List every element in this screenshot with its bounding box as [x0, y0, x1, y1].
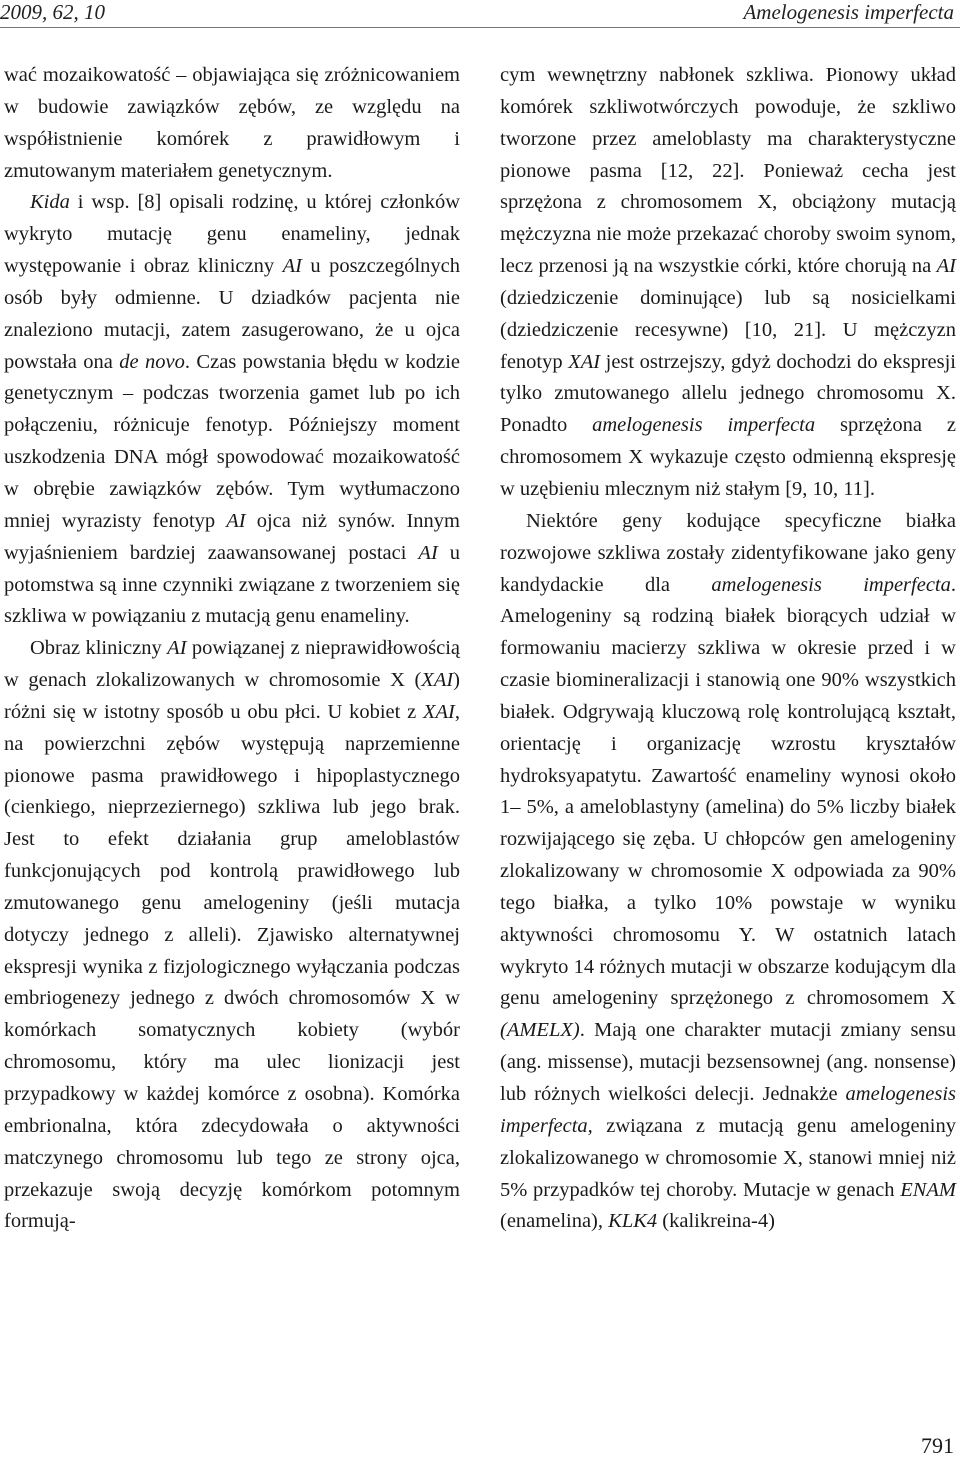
paragraph: wać mozaikowatość – objawiająca się zróżnicowaniem w budowie zawiązków zębów, ze względu na współistnienie komórek z prawidłowym i zmutowanym materiałem genetycznym. — [4, 64, 460, 182]
right-column — [500, 60, 956, 1238]
paragraph: Obraz kliniczny AI powiązanej z nieprawidłowością w genach zlokalizowanych w chromosomie X (XAI) różni się w istotny sposób u obu płci. U kobiet z XAI, na powierzchni zębów występują naprzemienne pionowe pasma prawidłowego i hipoplastycznego (cienkiego, nieprzeziernego) szkliwa lub jego brak. Jest to efekt działania grup ameloblastów funkcjonujących pod kontrolą prawidłowego lub zmutowanego genu amelogeniny (jeśli mutacja dotyczy jednego z alleli). Zjawisko alternatywnej ekspresji wynika z fizjologicznego wyłączania podczas embriogenezy jednego z dwóch chromosomów X w komórkach somatycznych kobiety (wybór chromosomu, który ma ulec lionizacji jest przypadkowy w każdej komórce z osobna). Komórka embrionalna, która zdecydowała o aktywności matczynego chromosomu lub tego ze strony ojca, przekazuje swoją decyzję komórkom potomnym formują- — [4, 637, 461, 1233]
left-column — [4, 60, 460, 1238]
running-title: Amelogenesis imperfecta — [743, 0, 954, 24]
journal-citation: 2009, 62, 10 — [0, 0, 105, 24]
paragraph: Kida i wsp. [8] opisali rodzinę, u której członków wykryto mutację genu enameliny, jednak występowanie i obraz kliniczny AI u poszczególnych osób były odmienne. U dziadków pacjenta nie znaleziono mutacji, zatem zasugerowano, że u ojca powstała ona de novo. Czas powstania błędu w kodzie genetycznym – podczas tworzenia gamet lub po ich połączeniu, różnicuje fenotyp. Późniejszy moment uszkodzenia DNA mógł spowodować mozaikowatość w obrębie zawiązków zębów. Tym wytłumaczono mniej wyrazisty fenotyp AI ojca niż synów. Innym wyjaśnieniem bardziej zaawansowanej postaci AI u potomstwa są inne czynniki związane z tworzeniem się szkliwa w powiązaniu z mutacją genu enameliny. — [4, 191, 461, 628]
page-number: 791 — [921, 1433, 954, 1458]
header-divider — [0, 27, 960, 28]
page-header — [0, 0, 960, 26]
paragraph: cym wewnętrzny nabłonek szkliwa. Pionowy układ komórek szkliwotwórczych powoduje, że szkliwo tworzone przez ameloblasty ma charakterystyczne pionowe pasma [12, 22]. Ponieważ cecha jest sprzężona z chromosomem X, obciążony mutacją mężczyzna nie może przekazać choroby swoim synom, lecz przenosi ją na wszystkie córki, które chorują na AI (dziedziczenie dominujące) lub są nosicielkami (dziedziczenie recesywne) [10, 21]. U mężczyzn fenotyp XAI jest ostrzejszy, gdyż dochodzi do ekspresji tylko zmutowanego allelu jednego chromosomu X. Ponadto amelogenesis imperfecta sprzężona z chromosomem X wykazuje często odmienną ekspresję w uzębieniu mlecznym niż stałym [9, 10, 11]. — [500, 64, 956, 500]
paragraph: Niektóre geny kodujące specyficzne białka rozwojowe szkliwa zostały zidentyfikowane jako geny kandydackie dla amelogenesis imperfecta. Amelogeniny są rodziną białek biorących udział w formowaniu macierzy szkliwa w okresie przed i w czasie biomineralizacji i stanowią one 90% wszystkich białek. Odgrywają kluczową rolę kontrolującą kształt, orientację i organizację wzrostu kryształów hydroksyapatytu. Zawartość enameliny wynosi około 1– 5%, a ameloblastyny (amelina) do 5% liczby białek rozwijającego się zęba. U chłopców gen amelogeniny zlokalizowany w chromosomie X odpowiada za 90% tego białka, a tylko 10% powstaje w wyniku aktywności chromosomu Y. W ostatnich latach wykryto 14 różnych mutacji w obszarze kodującym dla genu amelogeniny sprzężonego z chromosomem X (AMELX). Mają one charakter mutacji zmiany sensu (ang. missense), mutacji bezsensownej (ang. nonsense) lub różnych wielkości delecji. Jednakże amelogenesis imperfecta, związana z mutacją genu amelogeniny zlokalizowanego w chromosomie X, stanowi mniej niż 5% przypadków tej choroby. Mutacje w genach ENAM (enamelina), KLK4 (kalikreina-4) — [500, 509, 956, 1233]
